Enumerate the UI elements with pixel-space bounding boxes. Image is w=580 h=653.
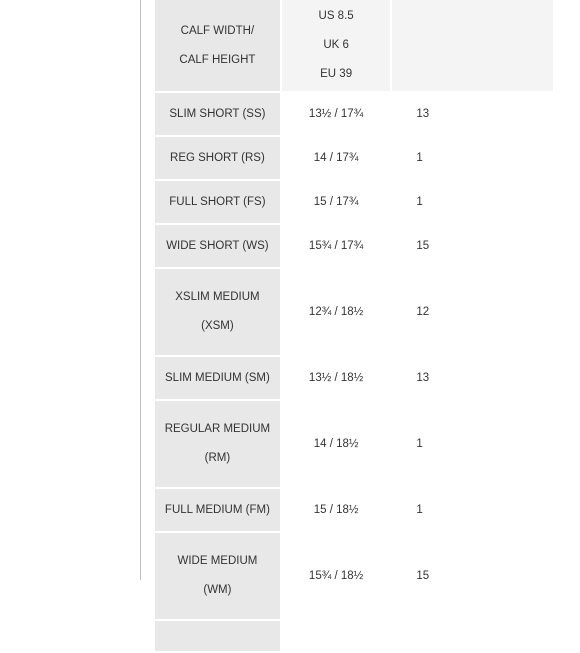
row-label-line: WIDE SHORT (WS) xyxy=(166,239,269,252)
table-row xyxy=(155,137,555,181)
row-value: 15 / 18½ xyxy=(282,489,393,533)
table-row xyxy=(155,533,555,621)
row-next-value: 15 xyxy=(392,533,555,621)
row-label xyxy=(155,401,282,489)
row-label xyxy=(155,225,282,269)
row-label xyxy=(155,181,282,225)
header-next-size-cell xyxy=(392,0,555,93)
row-label-line: REG SHORT (RS) xyxy=(170,151,265,164)
row-label-line: WIDE MEDIUM xyxy=(177,555,258,567)
calf-size-table xyxy=(155,0,555,653)
header-size-eu: EU 39 xyxy=(320,68,353,80)
row-value xyxy=(282,621,393,653)
row-value: 15¾ / 18½ xyxy=(282,533,393,621)
row-next-value: 1 xyxy=(392,401,555,489)
header-label-cell xyxy=(155,0,282,93)
row-label xyxy=(155,621,282,653)
row-next-value: 1 xyxy=(392,489,555,533)
header-label-line: CALF WIDTH/ xyxy=(180,24,255,37)
header-label-line: CALF HEIGHT xyxy=(179,53,256,66)
row-next-value: 1 xyxy=(392,181,555,225)
row-label-line: SLIM MEDIUM (SM) xyxy=(165,371,270,384)
row-label xyxy=(155,269,282,357)
row-label-line: FULL SHORT (FS) xyxy=(169,195,266,208)
row-next-value: 13 xyxy=(392,93,555,137)
row-next-value: 12 xyxy=(392,269,555,357)
row-next-value: 15 xyxy=(392,225,555,269)
row-label xyxy=(155,93,282,137)
row-label xyxy=(155,357,282,401)
row-label-line: (XSM) xyxy=(201,320,234,332)
row-next-value xyxy=(392,621,555,653)
table-row xyxy=(155,93,555,137)
table-row xyxy=(155,225,555,269)
row-value: 15¾ / 17¾ xyxy=(282,225,393,269)
row-next-value: 13 xyxy=(392,357,555,401)
row-value: 14 / 18½ xyxy=(282,401,393,489)
header-size-cell xyxy=(282,0,393,93)
row-value: 13½ / 17¾ xyxy=(282,93,393,137)
table-row xyxy=(155,357,555,401)
table-row-partial xyxy=(155,621,555,653)
row-label-line: XSLIM MEDIUM xyxy=(175,291,260,303)
row-next-value: 1 xyxy=(392,137,555,181)
table-row xyxy=(155,181,555,225)
size-chart-viewport[interactable] xyxy=(155,0,430,596)
header-size-uk: UK 6 xyxy=(323,39,349,51)
row-label-line: REGULAR MEDIUM xyxy=(164,423,271,435)
table-row xyxy=(155,269,555,357)
table-row xyxy=(155,401,555,489)
row-label-line: (RM) xyxy=(204,452,231,464)
row-value: 13½ / 18½ xyxy=(282,357,393,401)
row-label-line: FULL MEDIUM (FM) xyxy=(164,503,270,516)
frame-left-border xyxy=(140,0,141,580)
row-value: 14 / 17¾ xyxy=(282,137,393,181)
header-size-us: US 8.5 xyxy=(318,10,354,22)
row-label xyxy=(155,489,282,533)
row-value: 15 / 17¾ xyxy=(282,181,393,225)
row-label-line: (WM) xyxy=(203,584,232,596)
table-row xyxy=(155,489,555,533)
table-header-row xyxy=(155,0,555,93)
row-label-line: SLIM SHORT (SS) xyxy=(169,107,266,120)
row-label xyxy=(155,137,282,181)
row-value: 12¾ / 18½ xyxy=(282,269,393,357)
row-label xyxy=(155,533,282,621)
